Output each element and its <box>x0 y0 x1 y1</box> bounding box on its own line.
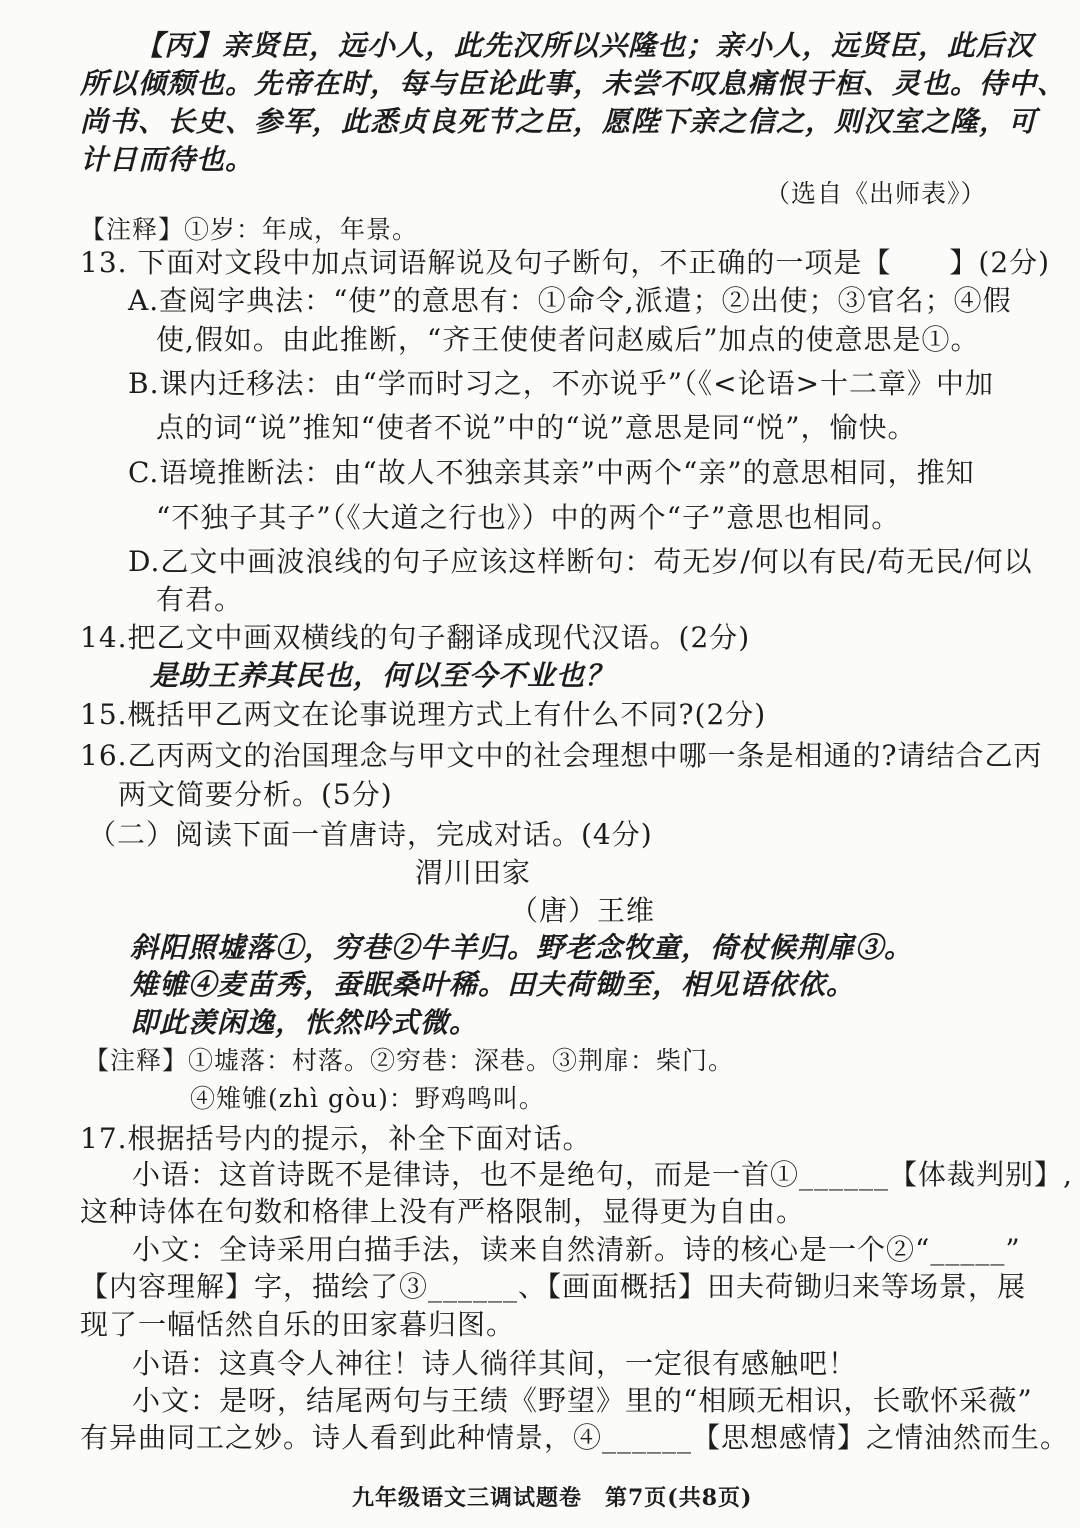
dialogue-line: 小语：这真令人神往！诗人徜徉其间，一定很有感触吧！ <box>132 1347 858 1380</box>
q13-option-d-cont: 有君。 <box>156 583 244 616</box>
section-2-heading: （二）阅读下面一首唐诗，完成对话。(4分) <box>88 818 653 851</box>
q13-option-d: D.乙文中画波浪线的句子应该这样断句：苟无岁/何以有民/苟无民/何以 <box>128 545 1033 578</box>
poem-author: （唐）王维 <box>510 894 656 927</box>
dialogue-line: 现了一幅恬然自乐的田家暮归图。 <box>80 1308 516 1341</box>
q13-option-a-cont: 使,假如。由此推断，“齐王使使者问赵威后”加点的使意思是①。 <box>156 323 980 356</box>
passage-source: （选自《出师表》） <box>765 179 987 208</box>
dialogue-line: 【内容理解】字，描绘了③______、【画面概括】田夫荷锄归来等场景，展 <box>80 1270 1027 1303</box>
dialogue-line: 小语：这首诗既不是律诗，也不是绝句，而是一首①______【体裁判别】, <box>132 1158 1073 1191</box>
note-1: 【注释】①岁：年成，年景。 <box>80 215 419 244</box>
question-16: 16.乙丙两文的治国理念与甲文中的社会理想中哪一条是相通的?请结合乙丙 <box>80 739 1043 772</box>
poem-line: 斜阳照墟落①，穷巷②牛羊归。野老念牧童，倚杖候荆扉③。 <box>130 931 914 964</box>
q13-option-b-cont: 点的词“说”推知“使者不说”中的“说”意思是同“悦”，愉快。 <box>156 411 917 444</box>
q13-option-a: A.查阅字典法：“使”的意思有：①命令,派遣；②出使；③官名；④假 <box>128 284 1012 317</box>
poem-line: 雉雊④麦苗秀，蚕眠桑叶稀。田夫荷锄至，相见语依依。 <box>130 968 856 1001</box>
q13-option-b: B.课内迁移法：由“学而时习之，不亦说乎”（《<论语>十二章》中加 <box>128 367 995 400</box>
q13-option-c: C.语境推断法：由“故人不独亲其亲”中两个“亲”的意思相同，推知 <box>128 456 975 489</box>
dialogue-line: 小文：是呀，结尾两句与王绩《野望》里的“相顾无相识，长歌怀采薇” <box>132 1384 1033 1417</box>
q13-option-c-cont: “不独子其子”（《大道之行也》）中的两个“子”意思也相同。 <box>156 501 901 534</box>
passage-line: 所以倾颓也。先帝在时，每与臣论此事，未尝不叹息痛恨于桓、灵也。侍中、 <box>80 67 1067 100</box>
question-15: 15.概括甲乙两文在论事说理方式上有什么不同?(2分) <box>80 698 767 731</box>
question-13-stem: 13. 下面对文段中加点词语解说及句子断句，不正确的一项是【 】(2分) <box>80 246 1051 279</box>
dialogue-line: 有异曲同工之妙。诗人看到此种情景，④______【思想感情】之情油然而生。 <box>80 1421 1070 1454</box>
question-16-cont: 两文简要分析。(5分) <box>118 778 393 811</box>
question-14-sentence: 是助王养其民也，何以至今不业也？ <box>150 659 615 692</box>
dialogue-line: 小文：全诗采用白描手法，读来自然清新。诗的核心是一个②“_____” <box>132 1233 1021 1266</box>
page-footer: 九年级语文三调试题卷 第7页(共8页) <box>352 1485 753 1511</box>
poem-notes: 【注释】①墟落：村落。②穷巷：深巷。③荆扉：柴门。 <box>84 1046 735 1075</box>
poem-notes-cont: ④雉雊(zhì gòu)：野鸡鸣叫。 <box>190 1084 545 1113</box>
question-14-stem: 14.把乙文中画双横线的句子翻译成现代汉语。(2分) <box>80 621 751 654</box>
passage-line: 尚书、长史、参军，此悉贞良死节之臣，愿陛下亲之信之，则汉室之隆，可 <box>80 105 1038 138</box>
question-17-stem: 17.根据括号内的提示，补全下面对话。 <box>80 1122 592 1155</box>
passage-line: 【丙】亲贤臣，远小人，此先汉所以兴隆也；亲小人，远贤臣，此后汉 <box>135 29 1035 62</box>
dialogue-line: 这种诗体在句数和格律上没有严格限制，显得更为自由。 <box>80 1195 806 1228</box>
poem-line: 即此羡闲逸，怅然吟式微。 <box>130 1006 479 1039</box>
poem-title: 渭川田家 <box>415 856 532 889</box>
passage-line: 计日而待也。 <box>80 143 255 176</box>
